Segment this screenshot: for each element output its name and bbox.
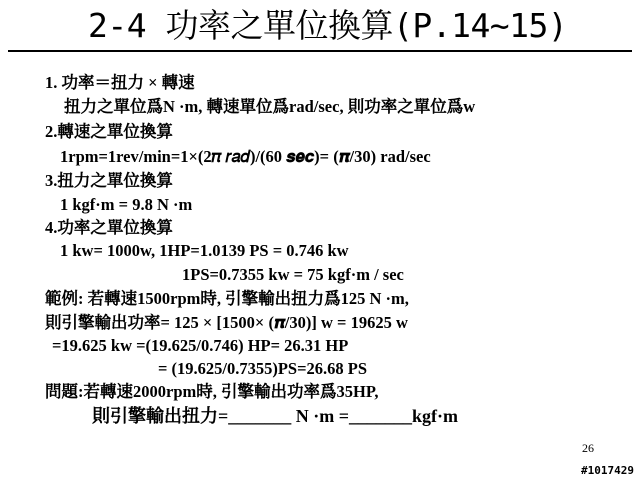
slide-title: 2-4 功率之單位換算(P.14~15) [88,6,568,45]
text-line-2: 扭力之單位爲N ·m, 轉速單位爲rad/sec, 則功率之單位爲w [64,97,476,116]
text-line-12: =19.625 kw =(19.625/0.746) HP= 26.31 HP [52,336,349,355]
text-line-15: 則引擎輸出扭力=_______ N ·m =_______kgf·m [92,406,459,426]
text-line-5: 3.扭力之單位換算 [45,171,173,190]
text-line-1: 1. 功率＝扭力 × 轉速 [45,73,195,92]
text-line-7: 4.功率之單位換算 [45,218,173,237]
text-line-4: 1rpm=1rev/min=1×(2𝜋 𝑟𝑎𝑑)/(60 𝒔𝒆𝒄)= (𝝅/30) rad/sec [60,147,431,166]
text-line-11: 則引擎輸出功率= 125 × [1500× (𝝅/30)] w = 19625 w [45,313,408,332]
text-line-13: = (19.625/0.7355)PS=26.68 PS [158,359,368,378]
text-line-8: 1 kw= 1000w, 1HP=1.0139 PS = 0.746 kw [60,241,349,260]
text-line-14: 問題:若轉速2000rpm時, 引擎輸出功率爲35HP, [45,382,379,401]
text-line-6: 1 kgf·m = 9.8 N ·m [60,195,193,214]
text-line-10: 範例: 若轉速1500rpm時, 引擎輸出扭力爲125 N ·m, [45,289,409,308]
text-line-9: 1PS=0.7355 kw = 75 kgf·m / sec [182,265,404,284]
title-divider [8,50,632,52]
page-number: 26 [582,441,594,455]
watermark: #1017429 [581,464,634,477]
text-line-3: 2.轉速之單位換算 [45,122,173,141]
